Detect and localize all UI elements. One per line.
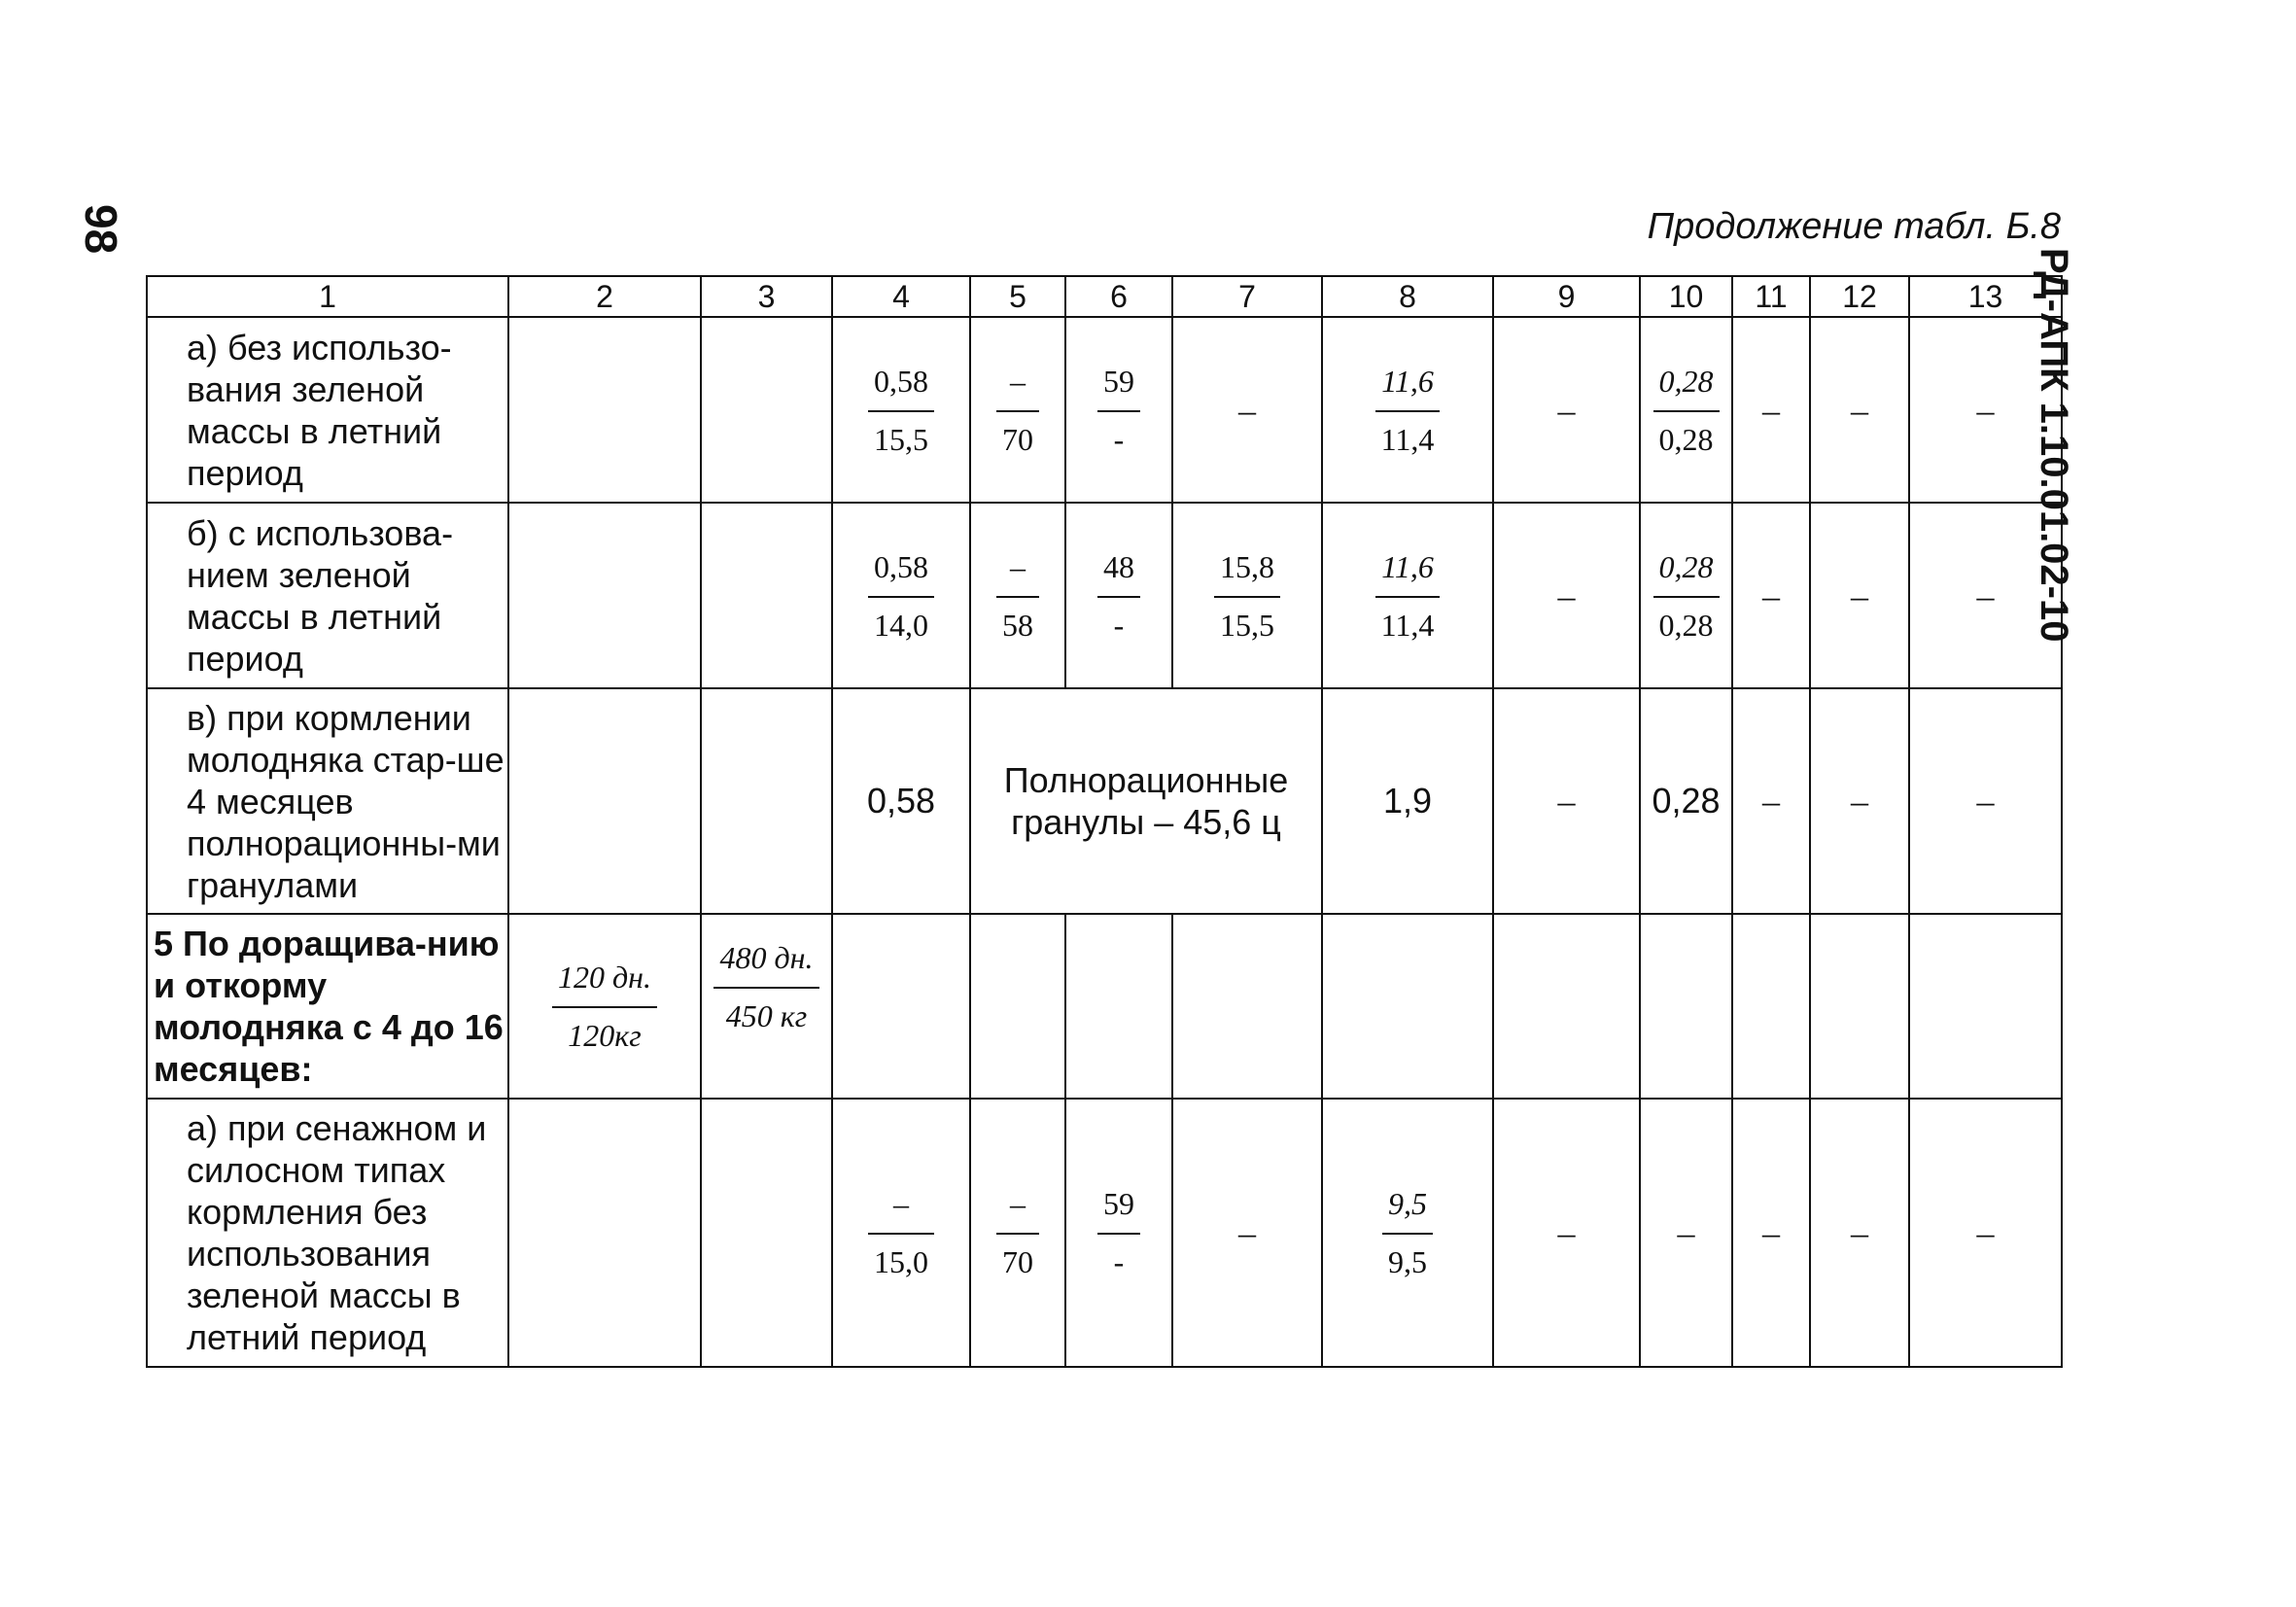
fraction: [868, 363, 934, 457]
table-cell: [832, 914, 970, 1099]
table-cell: [1640, 914, 1732, 1099]
header-cell-6: 6: [1065, 276, 1172, 317]
table-cell: 0,28: [1640, 688, 1732, 914]
table-cell: [1065, 914, 1172, 1099]
table-row-a1: [147, 317, 2062, 503]
table-cell: [701, 317, 832, 503]
table-cell: –: [1909, 688, 2062, 914]
table-cell: [701, 1099, 832, 1367]
fraction-numerator: 11,6: [1381, 363, 1434, 399]
fraction: [1382, 1188, 1433, 1277]
table-cell: [508, 503, 701, 688]
fraction-numerator: –: [1010, 1186, 1026, 1221]
header-cell-4: 4: [832, 276, 970, 317]
table-cell: [508, 1099, 701, 1367]
table-cell: –: [1640, 1099, 1732, 1367]
header-cell-12: 12: [1810, 276, 1909, 317]
header-cell-11: 11: [1732, 276, 1810, 317]
table-cell: 1,9: [1322, 688, 1493, 914]
fraction: [1214, 548, 1280, 643]
fraction-denominator: 70: [996, 1233, 1039, 1277]
table-cell: [1640, 317, 1732, 503]
table-cell: [1493, 914, 1640, 1099]
fraction: [1097, 1188, 1140, 1277]
fraction-denominator: 0,28: [1653, 596, 1720, 641]
table-cell: [1810, 914, 1909, 1099]
fraction-denominator: 70: [996, 410, 1039, 455]
fraction-numerator: 9,5: [1388, 1186, 1427, 1221]
fraction: [996, 548, 1039, 643]
fraction-denominator: 11,4: [1375, 596, 1441, 641]
header-cell-13: 13: [1909, 276, 2062, 317]
table-cell: [832, 503, 970, 688]
table-cell: [701, 914, 832, 1099]
table-cell: –: [1810, 317, 1909, 503]
fraction-numerator: –: [893, 1186, 909, 1221]
table-cell: –: [1810, 503, 1909, 688]
header-cell-10: 10: [1640, 276, 1732, 317]
table-cell: [508, 914, 701, 1099]
table-cell: [1065, 1099, 1172, 1367]
table-cell: [1909, 914, 2062, 1099]
fraction-denominator: 15,5: [1214, 596, 1280, 641]
fraction-numerator: 59: [1103, 363, 1134, 399]
fraction-numerator: 48: [1103, 548, 1134, 584]
header-cell-8: 8: [1322, 276, 1493, 317]
fraction: [1653, 363, 1720, 457]
fraction: [1097, 363, 1140, 457]
fraction: [1097, 548, 1140, 643]
table-cell: –: [1732, 688, 1810, 914]
table-cell: –: [1493, 503, 1640, 688]
page-number: 98: [76, 204, 126, 255]
table-cell: –: [1909, 317, 2062, 503]
header-row: [147, 276, 2062, 317]
fraction-denominator: 0,28: [1653, 410, 1720, 455]
table-cell: [970, 1099, 1065, 1367]
merged-cell-granules: Полнорационные гранулы – 45,6 ц: [970, 688, 1322, 914]
table-cell: [970, 914, 1065, 1099]
fraction-numerator: 0,58: [874, 363, 928, 399]
table-continuation-caption: Продолжение табл. Б.8: [1647, 206, 2061, 247]
fraction-denominator: 15,0: [868, 1233, 934, 1277]
fraction-numerator: 15,8: [1220, 548, 1274, 584]
table-cell: [970, 317, 1065, 503]
table-cell: [1322, 317, 1493, 503]
document-code-text: РД-АПК 1.10.01.02-10: [2033, 248, 2075, 643]
fraction-numerator: 11,6: [1381, 548, 1434, 584]
table-cell: [970, 503, 1065, 688]
table-row-b1: [147, 503, 2062, 688]
fraction-denominator: -: [1097, 410, 1140, 455]
table-cell: –: [1493, 317, 1640, 503]
table-cell: [832, 1099, 970, 1367]
table-cell: [832, 317, 970, 503]
header-cell-5: 5: [970, 276, 1065, 317]
fraction: [1375, 363, 1441, 457]
table-row-v1: [147, 688, 2062, 914]
fraction-denominator: 15,5: [868, 410, 934, 455]
fraction-numerator: 480 дн.: [719, 940, 814, 975]
fraction-numerator: 120 дн.: [557, 960, 652, 995]
table-cell: [1065, 317, 1172, 503]
fraction-numerator: 0,28: [1658, 363, 1714, 399]
table-cell: 0,58: [832, 688, 970, 914]
table-cell: –: [1732, 503, 1810, 688]
fraction-denominator: 11,4: [1375, 410, 1441, 455]
table-cell: –: [1172, 1099, 1322, 1367]
table-cell: [1172, 914, 1322, 1099]
table-cell: [508, 317, 701, 503]
fraction-denominator: 58: [996, 596, 1039, 641]
fraction-denominator: 9,5: [1382, 1233, 1433, 1277]
fraction-denominator: -: [1097, 1233, 1140, 1277]
table-cell: [1732, 914, 1810, 1099]
fraction-denominator: 14,0: [868, 596, 934, 641]
fraction-numerator: –: [1010, 363, 1026, 399]
table-cell: [701, 503, 832, 688]
table-cell: –: [1732, 317, 1810, 503]
fraction: [868, 1188, 934, 1277]
table-cell: [1065, 503, 1172, 688]
row-description: а) без использо-вания зеленой массы в летний период: [147, 317, 508, 503]
table-cell: [1640, 503, 1732, 688]
table-cell: –: [1810, 688, 1909, 914]
header-cell-9: 9: [1493, 276, 1640, 317]
fraction-denominator: 120кг: [552, 1006, 657, 1051]
fraction: [552, 961, 657, 1051]
table-cell: [1322, 914, 1493, 1099]
table-cell: –: [1493, 1099, 1640, 1367]
header-cell-3: 3: [701, 276, 832, 317]
fraction: [713, 942, 818, 1031]
table-row-a2: [147, 1099, 2062, 1367]
table-cell: –: [1493, 688, 1640, 914]
fraction: [1375, 548, 1441, 643]
header-cell-2: 2: [508, 276, 701, 317]
header-cell-7: 7: [1172, 276, 1322, 317]
fraction: [1653, 548, 1720, 643]
table-cell: –: [1172, 317, 1322, 503]
table-cell: –: [1732, 1099, 1810, 1367]
table-cell: –: [1909, 1099, 2062, 1367]
fraction-numerator: –: [1010, 548, 1026, 584]
header-cell-1: 1: [147, 276, 508, 317]
data-table: [146, 275, 2063, 1368]
table-cell: [1322, 1099, 1493, 1367]
table-row-section-5: [147, 914, 2062, 1099]
fraction: [996, 363, 1039, 457]
table-cell: [1322, 503, 1493, 688]
table-cell: [1172, 503, 1322, 688]
section-heading: 5 По доращива-нию и откорму молодняка с 4 до 16 месяцев:: [147, 914, 508, 1099]
table-cell: [508, 688, 701, 914]
table-cell: –: [1909, 503, 2062, 688]
table-cell: –: [1810, 1099, 1909, 1367]
fraction-numerator: 59: [1103, 1186, 1134, 1221]
row-description: а) при сенажном и силосном типах кормления без использования зеленой массы в летний период: [147, 1099, 508, 1367]
fraction-denominator: -: [1097, 596, 1140, 641]
fraction: [868, 548, 934, 643]
fraction-numerator: 0,28: [1658, 548, 1714, 584]
fraction: [996, 1188, 1039, 1277]
row-description: в) при кормлении молодняка стар-ше 4 месяцев полнорационны-ми гранулами: [147, 688, 508, 914]
fraction-numerator: 0,58: [874, 548, 928, 584]
table-cell: [701, 688, 832, 914]
row-description: б) с использова-нием зеленой массы в летний период: [147, 503, 508, 688]
fraction-denominator: 450 кг: [713, 987, 818, 1031]
